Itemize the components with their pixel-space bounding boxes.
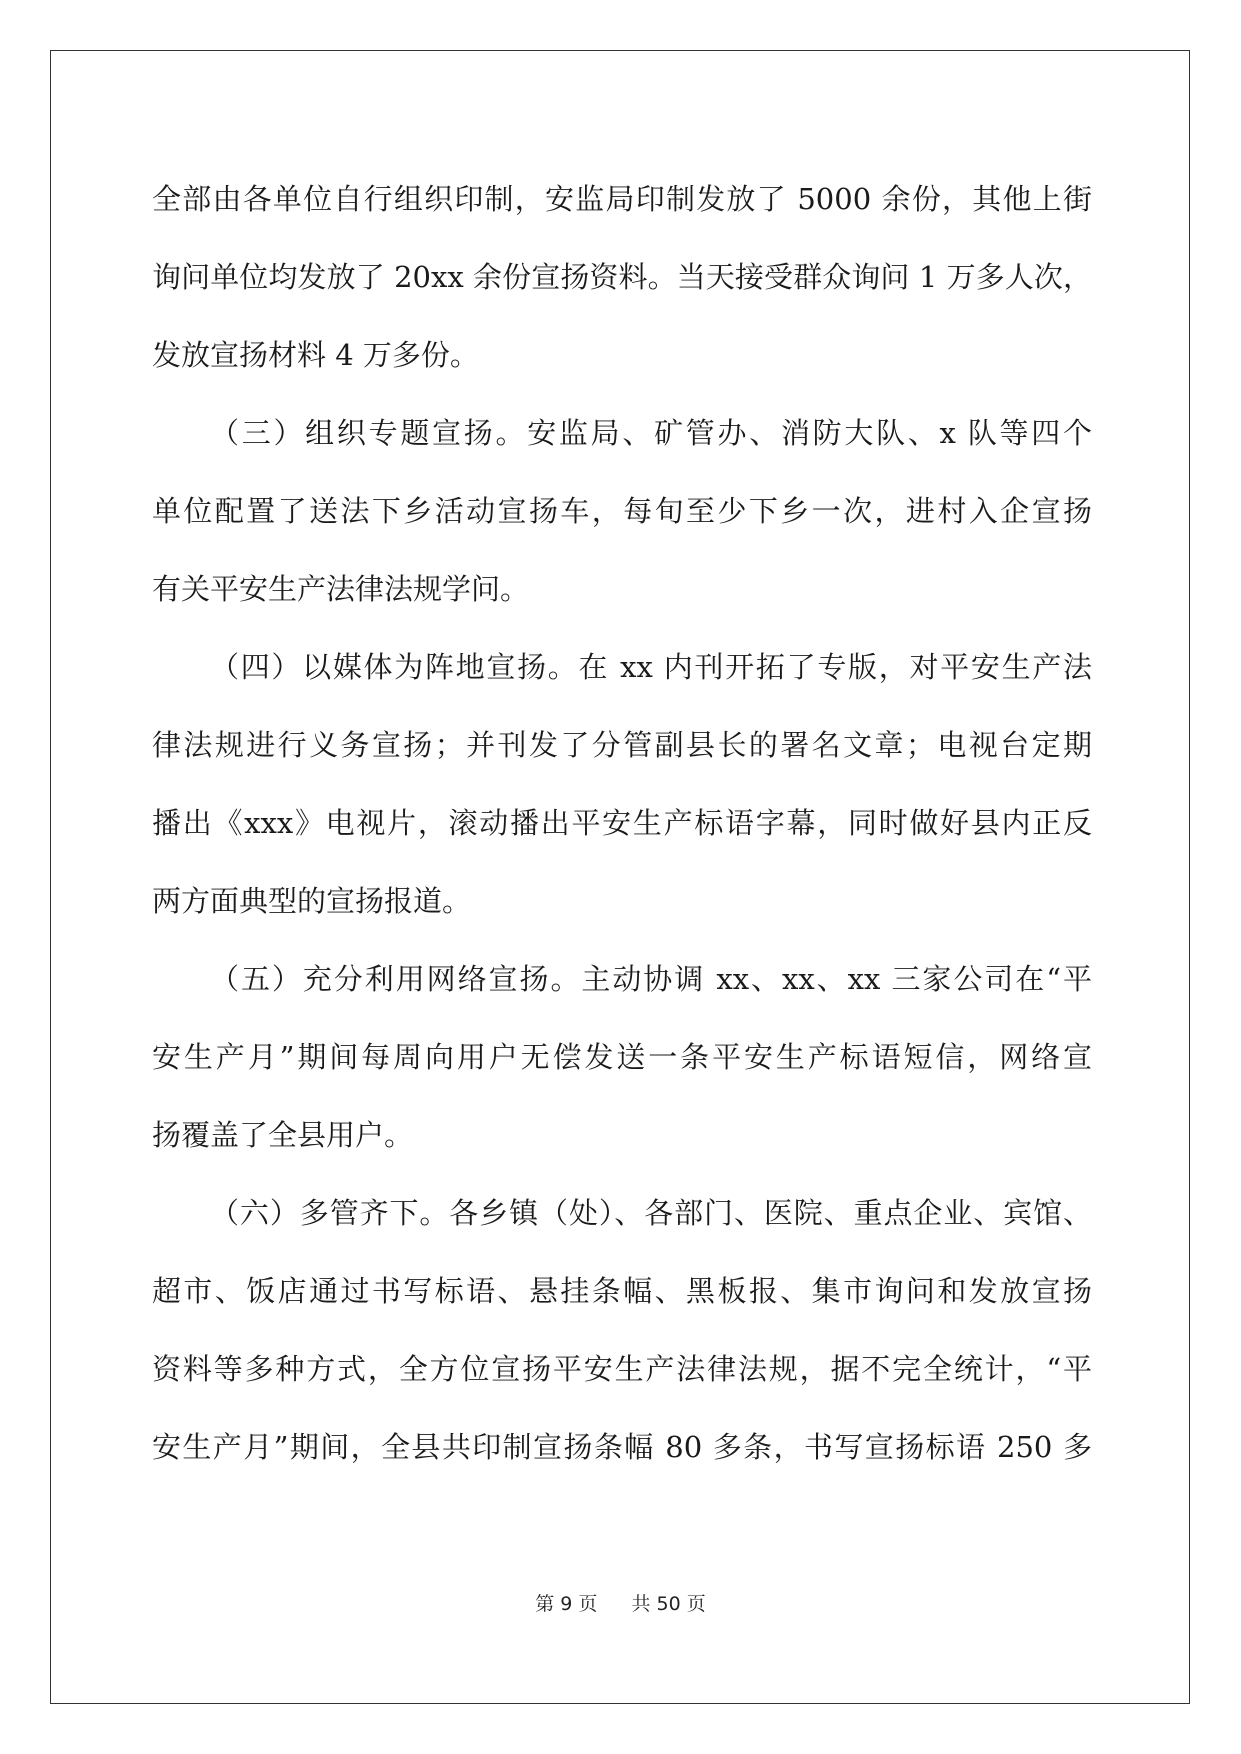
text-line: 律法规进行义务宣扬；并刊发了分管副县长的署名文章；电视台定期 [152,728,1092,762]
text-line: （四）以媒体为阵地宣扬。在 xx 内刊开拓了专版，对平安生产法 [210,650,1092,684]
text-line: 安生产月”期间每周向用户无偿发送一条平安生产标语短信，网络宣 [152,1040,1092,1074]
text-line: 播出《xxx》电视片，滚动播出平安生产标语字幕，同时做好县内正反 [152,806,1092,840]
document-body [152,160,1092,1486]
text-line: 询问单位均发放了 20xx 余份宣扬资料。当天接受群众询问 1 万多人次， [152,260,1092,294]
text-line: 全部由各单位自行组织印制，安监局印制发放了 5000 余份，其他上街 [152,182,1092,216]
page-number: 第 9 页 [535,1593,598,1615]
text-line: （三）组织专题宣扬。安监局、矿管办、消防大队、x 队等四个 [210,416,1092,450]
text-line: 有关平安生产法律法规学问。 [152,572,530,606]
page-total: 共 50 页 [631,1593,706,1615]
page-footer [0,1592,1241,1616]
text-line: 发放宣扬材料 4 万多份。 [152,338,479,372]
text-line: 扬覆盖了全县用户。 [152,1118,414,1152]
text-line: （六）多管齐下。各乡镇（处）、各部门、医院、重点企业、宾馆、 [210,1196,1092,1230]
text-line: 两方面典型的宣扬报道。 [152,884,472,918]
text-line: （五）充分利用网络宣扬。主动协调 xx、xx、xx 三家公司在“平 [210,962,1092,996]
text-line: 超市、饭店通过书写标语、悬挂条幅、黑板报、集市询问和发放宣扬 [152,1274,1092,1308]
text-line: 单位配置了送法下乡活动宣扬车，每旬至少下乡一次，进村入企宣扬 [152,494,1092,528]
text-line: 安生产月”期间，全县共印制宣扬条幅 80 多条，书写宣扬标语 250 多 [152,1430,1092,1464]
text-line: 资料等多种方式，全方位宣扬平安生产法律法规，据不完全统计，“平 [152,1352,1092,1386]
